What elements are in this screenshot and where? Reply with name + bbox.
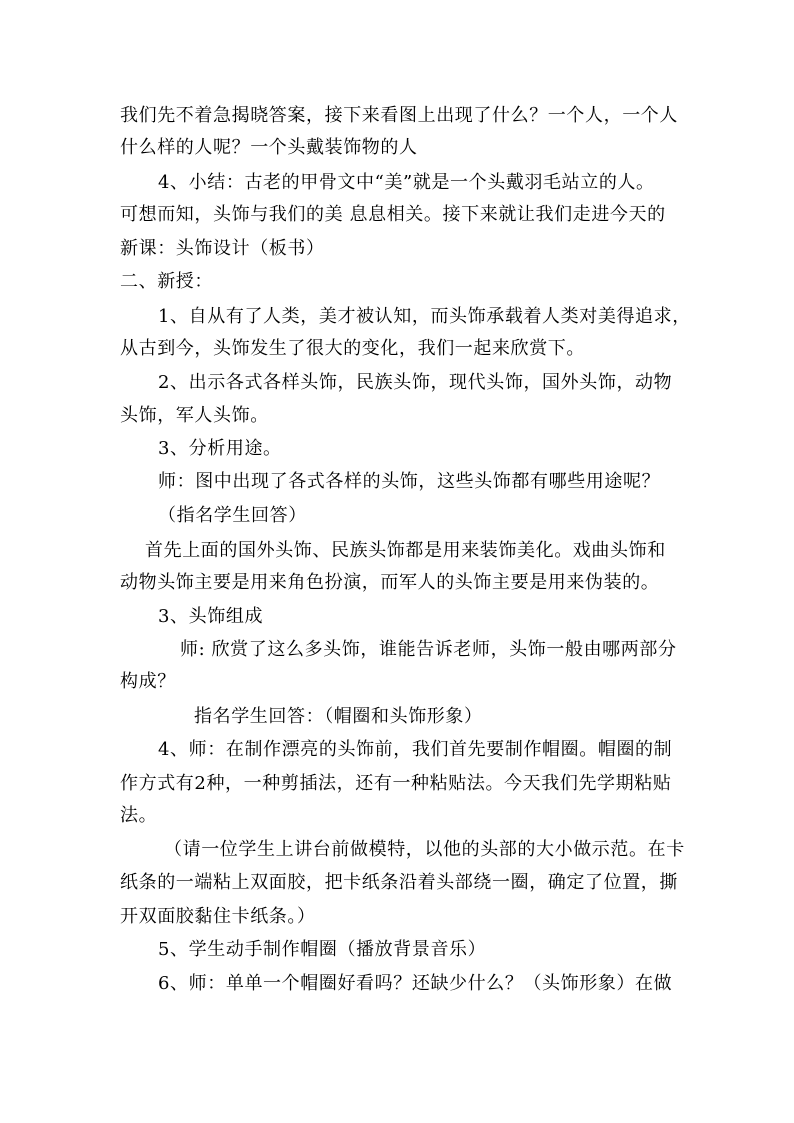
text-line: 作方式有2种，一种剪插法，还有一种粘贴法。今天我们先学期粘贴 [120, 773, 672, 794]
section-heading: 二、新授： [120, 271, 213, 292]
text-line: 开双面胶黏住卡纸条。） [120, 906, 316, 927]
text-line: 2、出示各式各样头饰，民族头饰，现代头饰，国外头饰，动物 [158, 372, 673, 393]
text-line: （请一位学生上讲台前做模特，以他的头部的大小做示范。在卡 [164, 839, 685, 860]
text-line: 师：图中出现了各式各样的头饰，这些头饰都有哪些用途呢？ [158, 471, 661, 492]
text-line: 什么样的人呢？一个头戴装饰物的人 [120, 137, 418, 158]
text-line: 新课：头饰设计（板书） [120, 238, 325, 259]
text-line: 4、小结：古老的甲骨文中“美”就是一个头戴羽毛站立的人。 [158, 172, 655, 193]
text-line: 6、师：单单一个帽圈好看吗？还缺少什么？（头饰形象）在做 [158, 973, 673, 994]
text-line: 我们先不着急揭晓答案，接下来看图上出现了什么？一个人，一个人 [120, 105, 678, 126]
text-line: 纸条的一端粘上双面胶，把卡纸条沿着头部绕一圈，确定了位置，撕 [120, 872, 678, 893]
text-line: （指名学生回答） [158, 505, 307, 526]
text-line: 构成？ [120, 671, 176, 692]
text-line: 师: 欣赏了这么多头饰，谁能告诉老师，头饰一般由哪两部分 [180, 639, 677, 660]
text-line: 4、师：在制作漂亮的头饰前，我们首先要制作帽圈。帽圈的制 [158, 739, 673, 760]
text-line: 动物头饰主要是用来角色扮演，而军人的头饰主要是用来伪装的。 [120, 572, 660, 593]
text-line: 法。 [120, 805, 158, 826]
text-line: 1、自从有了人类，美才被认知，而头饰承载着人类对美得追求， [158, 306, 691, 327]
text-line: 指名学生回答：（帽圈和头饰形象） [194, 706, 483, 727]
text-line: 头饰，军人头饰。 [120, 405, 269, 426]
text-line: 首先上面的国外头饰、民族头饰都是用来装饰美化。戏曲头饰和 [145, 540, 666, 561]
text-line: 从古到今，头饰发生了很大的变化，我们一起来欣赏下。 [120, 338, 585, 359]
text-line: 3、头饰组成 [158, 606, 264, 627]
text-line: 5、学生动手制作帽圈（播放背景音乐） [158, 939, 487, 960]
text-line: 可想而知，头饰与我们的美 息息相关。接下来就让我们走进今天的 [120, 204, 666, 225]
text-line: 3、分析用途。 [158, 438, 282, 459]
